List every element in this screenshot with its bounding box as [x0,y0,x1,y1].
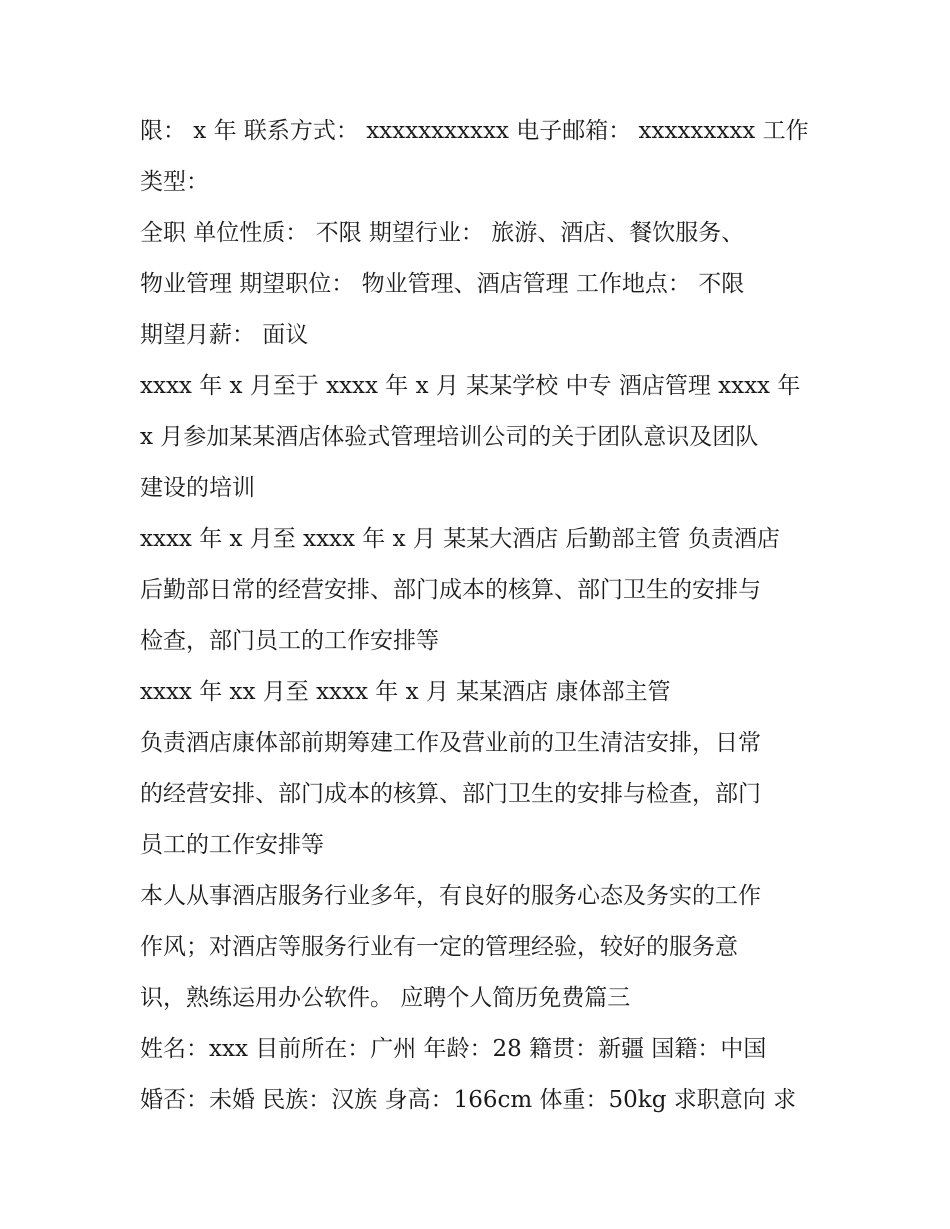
text-line: 识，熟练运用办公软件。 应聘个人简历免费篇三 [140,985,631,1011]
text-line: xxxx 年 xx 月至 xxxx 年 x 月 某某酒店 康体部主管 [140,679,671,705]
text-line: 婚否：未婚 民族：汉族 身高：166cm 体重：50kg 求职意向 求 [140,1087,797,1113]
text-line: 姓名：xxx 目前所在：广州 年龄：28 籍贯：新疆 国籍：中国 [140,1036,767,1062]
text-line: 后勤部日常的经营安排、部门成本的核算、部门卫生的安排与 [140,577,761,603]
text-line: xxxx 年 x 月至于 xxxx 年 x 月 某某学校 中专 酒店管理 xxxx 年 [140,373,801,399]
text-line: 负责酒店康体部前期筹建工作及营业前的卫生清洁安排，日常 [140,730,761,756]
text-line: xxxx 年 x 月至 xxxx 年 x 月 某某大酒店 后勤部主管 负责酒店 [140,526,780,552]
text-line: 期望月薪： 面议 [140,322,309,348]
text-line: 作风；对酒店等服务行业有一定的管理经验，较好的服务意 [140,934,738,960]
text-line: 检查，部门员工的工作安排等 [140,628,439,654]
text-line: 的经营安排、部门成本的核算、部门卫生的安排与检查，部门 [140,781,761,807]
text-line: x 月参加某某酒店体验式管理培训公司的关于团队意识及团队 [140,424,759,450]
text-line: 本人从事酒店服务行业多年，有良好的服务心态及务实的工作 [140,883,761,909]
text-line: 类型： [140,169,209,195]
document-body [140,106,820,1126]
text-line: 限： x 年 联系方式： xxxxxxxxxxx 电子邮箱： xxxxxxxxx 工作 [140,118,809,144]
text-line: 员工的工作安排等 [140,832,324,858]
text-line: 物业管理 期望职位： 物业管理、酒店管理 工作地点： 不限 [140,271,745,297]
text-line: 全职 单位性质： 不限 期望行业： 旅游、酒店、餐饮服务、 [140,220,745,246]
text-line: 建设的培训 [140,475,255,501]
